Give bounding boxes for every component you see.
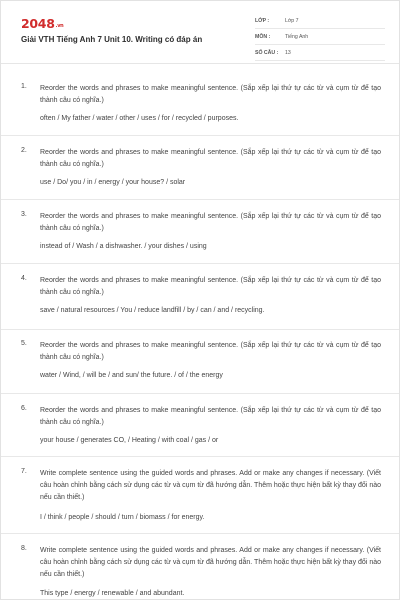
question-words: often / My father / water / other / uses / for / recycled / purposes.	[40, 115, 239, 122]
question-prompt: Reorder the words and phrases to make meaningful sentence. (Sắp xếp lại thứ tự các từ và cụm từ để tạo thành câu có nghĩa.)	[40, 213, 381, 232]
meta-key: MÔN :	[255, 33, 271, 40]
question-words: This type / energy / renewable / and abundant.	[40, 590, 185, 597]
question-words: save / natural resources / You / reduce landfill / by / can / and / recycling.	[40, 307, 265, 314]
question-number: 5.	[21, 340, 27, 347]
divider	[1, 393, 399, 394]
question-number: 1.	[21, 83, 27, 90]
meta-value: Lớp 7	[285, 17, 299, 24]
meta-key: SỐ CÂU :	[255, 49, 279, 56]
question-prompt: Reorder the words and phrases to make meaningful sentence. (Sắp xếp lại thứ tự các từ và cụm từ để tạo thành câu có nghĩa.)	[40, 277, 381, 296]
divider	[1, 456, 399, 457]
question-prompt: Reorder the words and phrases to make meaningful sentence. (Sắp xếp lại thứ tự các từ và cụm từ để tạo thành câu có nghĩa.)	[40, 149, 381, 168]
question-number: 2.	[21, 147, 27, 154]
meta-value: 13	[285, 49, 291, 56]
question-words: water / Wind, / will be / and sun/ the future. / of / the energy	[40, 372, 223, 379]
divider	[1, 263, 399, 264]
question-prompt: Reorder the words and phrases to make meaningful sentence. (Sắp xếp lại thứ tự các từ và cụm từ để tạo thành câu có nghĩa.)	[40, 85, 381, 104]
site-logo[interactable]	[21, 16, 63, 31]
divider	[1, 533, 399, 534]
question-number: 8.	[21, 545, 27, 552]
meta-row-subject	[255, 29, 385, 45]
document-header	[1, 1, 399, 64]
question-number: 7.	[21, 468, 27, 475]
meta-info	[255, 13, 385, 61]
question-words: your house / generates CO, / Heating / with coal / gas / or	[40, 437, 219, 444]
divider	[1, 329, 399, 330]
question-prompt: Write complete sentence using the guided words and phrases. Add or make any changes if necessary. (Viết câu hoàn chỉnh bằng cách sử dụng các từ và cụm từ đã hướng dẫn. Thêm hoặc thực hiện bất kỳ thay đổi nào nếu cần thiết.)	[40, 547, 381, 578]
logo-text: 2048	[21, 16, 55, 31]
question-prompt: Reorder the words and phrases to make meaningful sentence. (Sắp xếp lại thứ tự các từ và cụm từ để tạo thành câu có nghĩa.)	[40, 407, 381, 426]
question-number: 6.	[21, 405, 27, 412]
question-words: use / Do/ you / in / energy / your house? / solar	[40, 179, 186, 186]
question-number: 4.	[21, 275, 27, 282]
document-title: Giải VTH Tiếng Anh 7 Unit 10. Writing có đáp án	[21, 35, 203, 44]
question-words: instead of / Wash / a dishwasher. / your dishes / using	[40, 243, 207, 250]
meta-key: LỚP :	[255, 17, 270, 24]
question-number: 3.	[21, 211, 27, 218]
question-words: I / think / people / should / turn / biomass / for energy.	[40, 514, 205, 521]
meta-value: Tiếng Anh	[285, 33, 309, 40]
divider	[1, 135, 399, 136]
logo-suffix: .vn	[55, 23, 64, 29]
divider	[1, 199, 399, 200]
question-prompt: Reorder the words and phrases to make meaningful sentence. (Sắp xếp lại thứ tự các từ và cụm từ để tạo thành câu có nghĩa.)	[40, 342, 381, 361]
meta-row-class	[255, 13, 385, 29]
question-prompt: Write complete sentence using the guided words and phrases. Add or make any changes if necessary. (Viết câu hoàn chỉnh bằng cách sử dụng các từ và cụm từ đã hướng dẫn. Thêm hoặc thực hiện bất kỳ thay đổi nào nếu cần thiết.)	[40, 470, 381, 501]
meta-row-count	[255, 45, 385, 61]
